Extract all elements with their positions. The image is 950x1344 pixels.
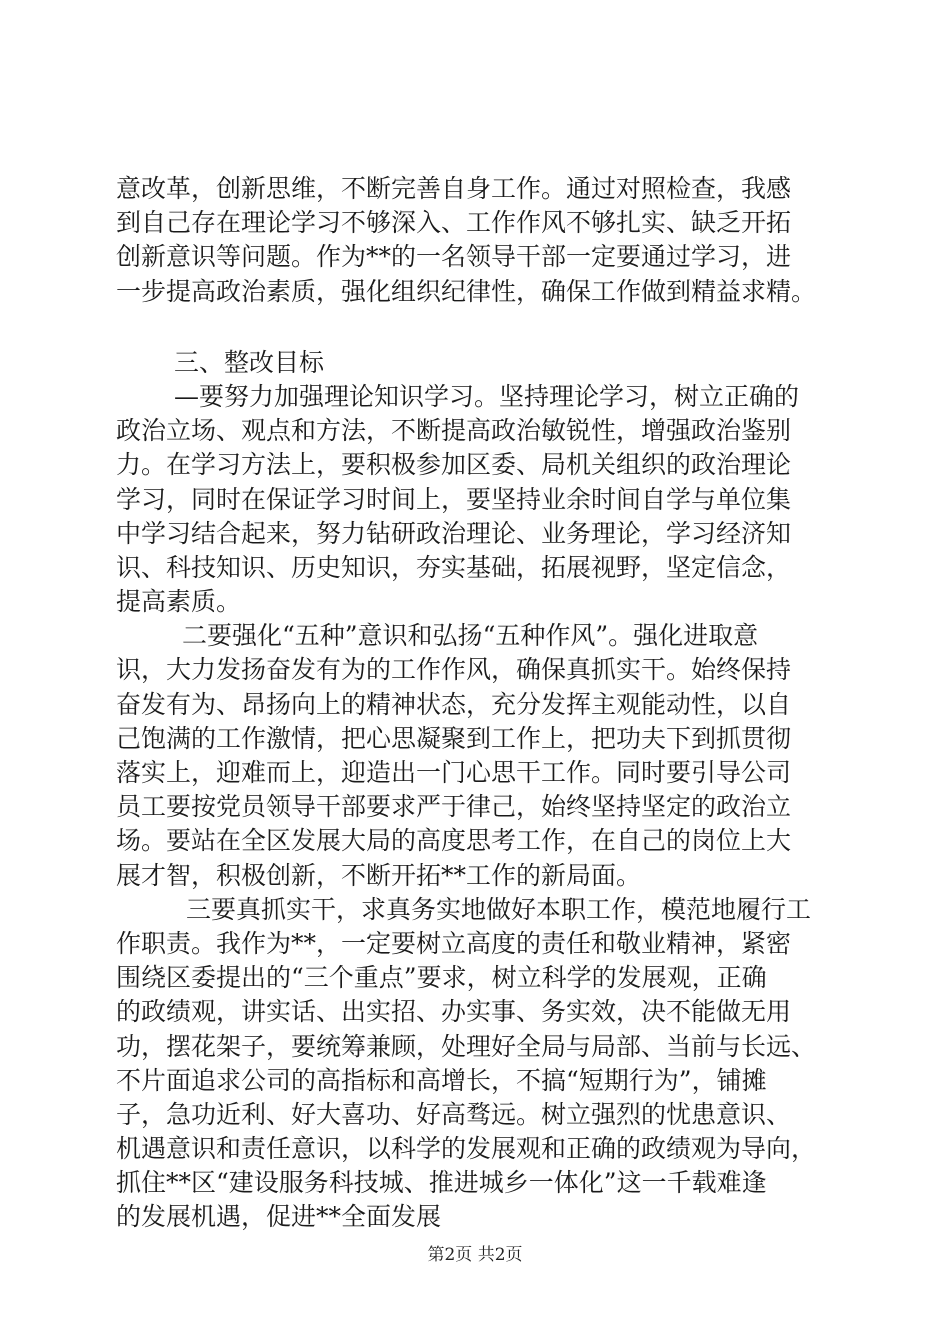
text-line: 政治立场、观点和方法，不断提高政治敏锐性，增强政治鉴别 <box>116 416 792 446</box>
page-number-footer: 第2页 共2页 <box>427 1245 523 1265</box>
text-line: 子，急功近利、好大喜功、好高骛远。树立强烈的忧患意识、 <box>116 1099 792 1129</box>
text-line: 识、科技知识、历史知识，夯实基础，拓展视野，坚定信念， <box>116 552 792 582</box>
document-body <box>116 172 876 1235</box>
text-line: 场。要站在全区发展大局的高度思考工作，在自己的岗位上大 <box>116 826 792 856</box>
text-line: 一步提高政治素质，强化组织纪律性，确保工作做到精益求精。 <box>116 276 817 306</box>
paragraph-goal-3 <box>116 893 876 1235</box>
text-line: 的发展机遇，促进**全面发展 <box>116 1202 442 1232</box>
text-line: 抓住**区“建设服务科技城、推进城乡一体化”这一千载难逢 <box>116 1168 767 1198</box>
paragraph-continuation <box>116 172 876 309</box>
text-line: 机遇意识和责任意识，以科学的发展观和正确的政绩观为导向， <box>116 1134 817 1164</box>
text-line: 三要真抓实干，求真务实地做好本职工作，模范地履行工 <box>186 894 812 924</box>
text-line: 落实上，迎难而上，迎造出一门心思干工作。同时要引导公司 <box>116 758 792 787</box>
text-line: 作职责。我作为**，一定要树立高度的责任和敬业精神，紧密 <box>116 928 792 958</box>
text-line: 不片面追求公司的高指标和高增长，不搞“短期行为”，铺摊 <box>116 1065 767 1095</box>
text-line: 二要强化“五种”意识和弘扬“五种作风”。强化进取意 <box>182 621 759 651</box>
text-line: 员工要按党员领导干部要求严于律己，始终坚持坚定的政治立 <box>116 792 792 822</box>
text-line: 己饱满的工作激情，把心思凝聚到工作上，把功夫下到抓贯彻 <box>116 723 792 753</box>
text-line: 识，大力发扬奋发有为的工作作风，确保真抓实干。始终保持 <box>116 655 792 685</box>
text-line: 奋发有为、昂扬向上的精神状态，充分发挥主观能动性，以自 <box>116 689 792 719</box>
text-line: 力。在学习方法上，要积极参加区委、局机关组织的政治理论 <box>116 450 792 480</box>
section-heading: 三、整改目标 <box>174 347 325 377</box>
paragraph-goal-1 <box>116 380 876 619</box>
text-line: 到自己存在理论学习不够深入、工作作风不够扎实、缺乏开拓 <box>116 208 792 238</box>
text-line: 意改革，创新思维，不断完善自身工作。通过对照检查，我感 <box>116 174 792 203</box>
text-line: 中学习结合起来，努力钻研政治理论、业务理论，学习经济知 <box>116 518 792 548</box>
paragraph-spacer <box>116 309 876 346</box>
paragraph-goal-2 <box>116 619 876 893</box>
text-line: 提高素质。 <box>116 587 242 617</box>
text-line: 的政绩观，讲实话、出实招、办实事、务实效，决不能做无用 <box>116 997 792 1027</box>
text-line: 围绕区委提出的“三个重点”要求，树立科学的发展观，正确 <box>116 963 767 993</box>
text-line: 功，摆花架子，要统筹兼顾，处理好全局与局部、当前与长远、 <box>116 1031 817 1061</box>
text-line: —要努力加强理论知识学习。坚持理论学习，树立正确的 <box>174 381 800 411</box>
text-line: 学习，同时在保证学习时间上，要坚持业余时间自学与单位集 <box>116 484 792 514</box>
text-line: 创新意识等问题。作为**的一名领导干部一定要通过学习，进 <box>116 242 792 272</box>
text-line: 展才智，积极创新，不断开拓**工作的新局面。 <box>116 860 642 890</box>
